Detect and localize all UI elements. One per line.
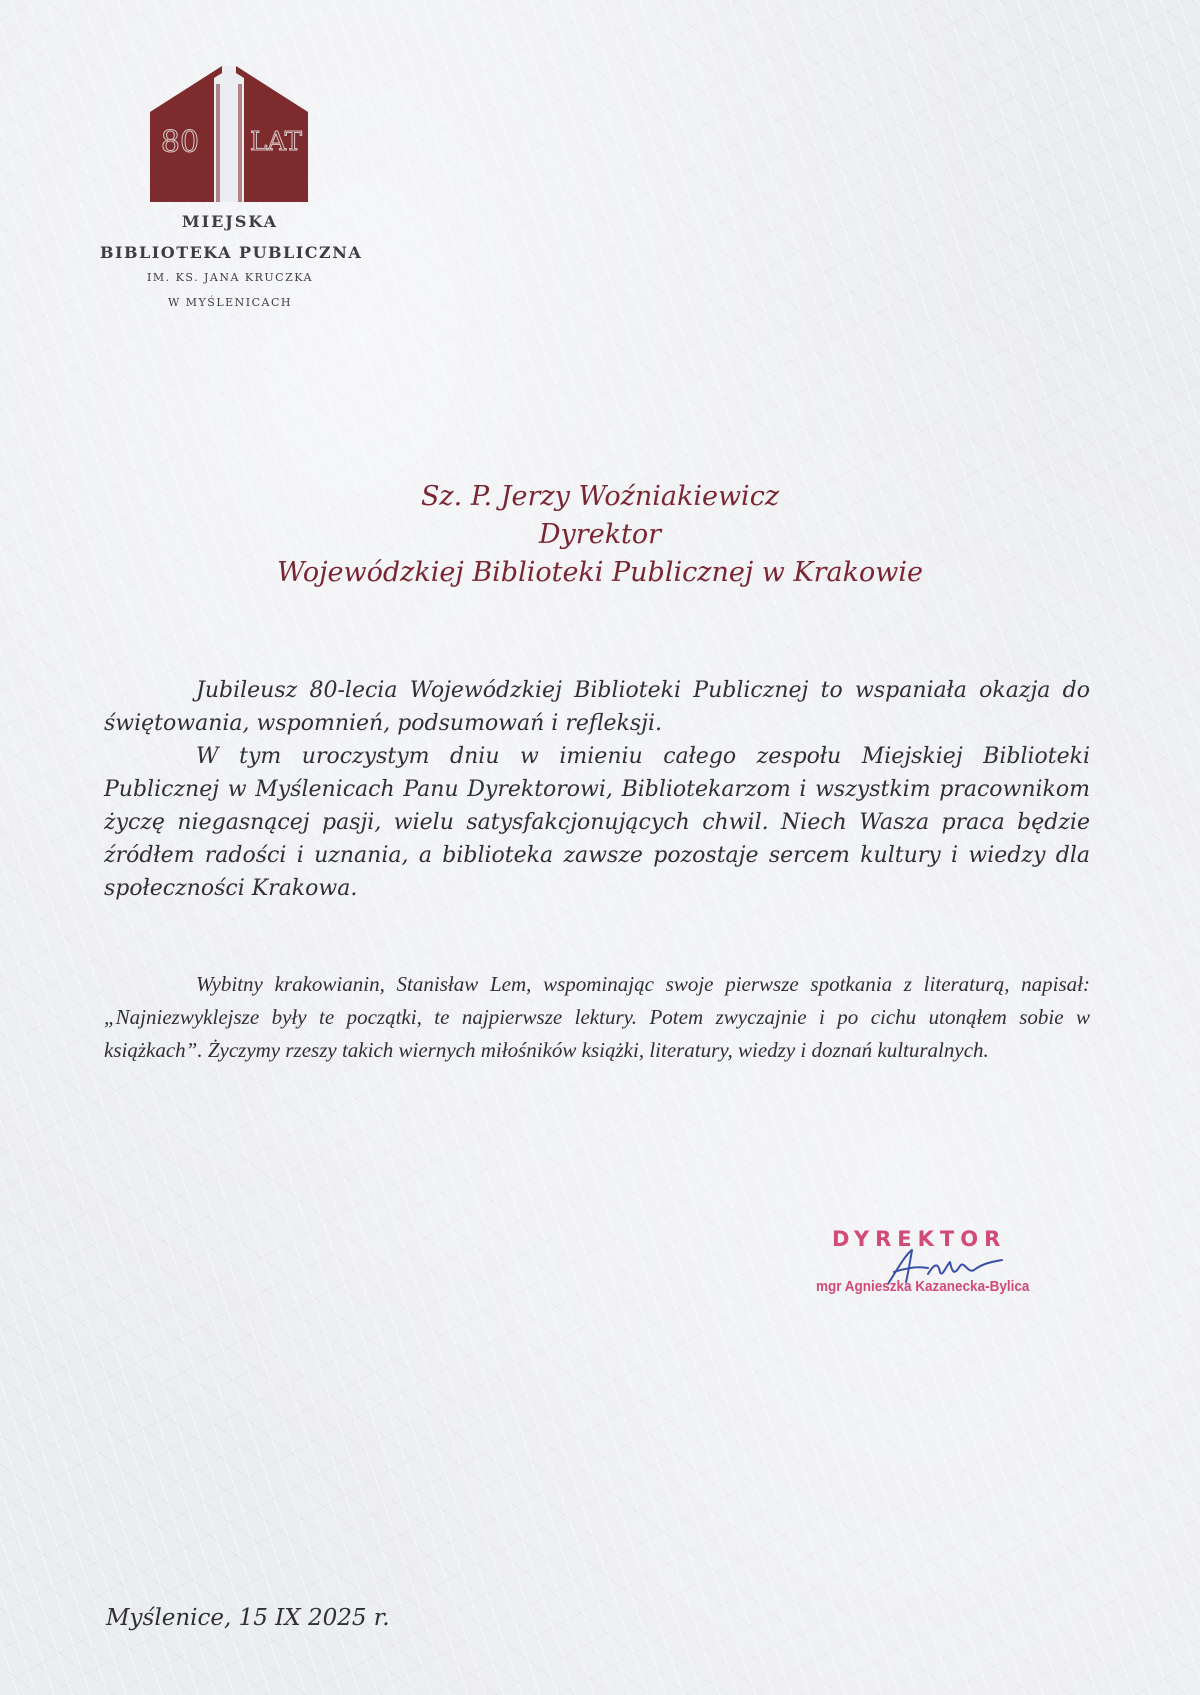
emblem-number: 80 [160,125,200,160]
stamp-title: DYREKTOR [832,1227,1007,1251]
book-emblem-icon [150,64,308,216]
logo-line-patron: IM. KS. JANA KRUCZKA [147,271,313,284]
logo-line-miejska: MIEJSKA [181,212,279,231]
stamp-name: mgr Agnieszka Kazanecka-Bylica [816,1278,1030,1295]
greeting-body [104,674,1090,905]
paragraph-jubilee: Jubileusz 80-lecia Wojewódzkiej Biblioteki Publicznej to wspaniała okazja do świętowania, wspomnień, podsumowań i refleksji. [104,678,1090,736]
logo-line-biblioteka: BIBLIOTEKA PUBLICZNA [100,243,363,262]
paragraph-wishes: W tym uroczystym dniu w imieniu całego zespołu Miejskiej Biblioteki Publicznej w Myślenicach Panu Dyrektorowi, Bibliotekarzom i wszystkim pracownikom życzę niegasnącej pasji, wielu satysfakcjonujących chwil. Niech Wasza praca będzie źródłem radości i uznania, a biblioteka zawsze pozostaje sercem kultury i wiedzy dla społeczności Krakowa. [104,744,1090,901]
addressee-institution: Wojewódzkiej Biblioteki Publicznej w Krakowie [276,557,923,588]
addressee-title: Dyrektor [538,519,662,550]
place-date: Myślenice, 15 IX 2025 r. [106,1605,390,1631]
library-logo [100,58,363,318]
emblem-lat: LAT [250,127,302,157]
addressee-block [150,478,1050,592]
paragraph-lem-quote: Wybitny krakowianin, Stanisław Lem, wspominając swoje pierwsze spotkania z literaturą, napisał: „Najniezwyklejsze były te początki, te najpierwsze lektury. Potem zwyczajnie i po cichu utonąłem sobie w książkach”. Życzymy rzeszy takich wiernych miłośników książki, literatury, wiedzy i doznań kulturalnych. [104,972,1090,1062]
logo-line-city: W MYŚLENICACH [167,296,293,309]
addressee-name: Sz. P. Jerzy Woźniakiewicz [420,481,780,512]
